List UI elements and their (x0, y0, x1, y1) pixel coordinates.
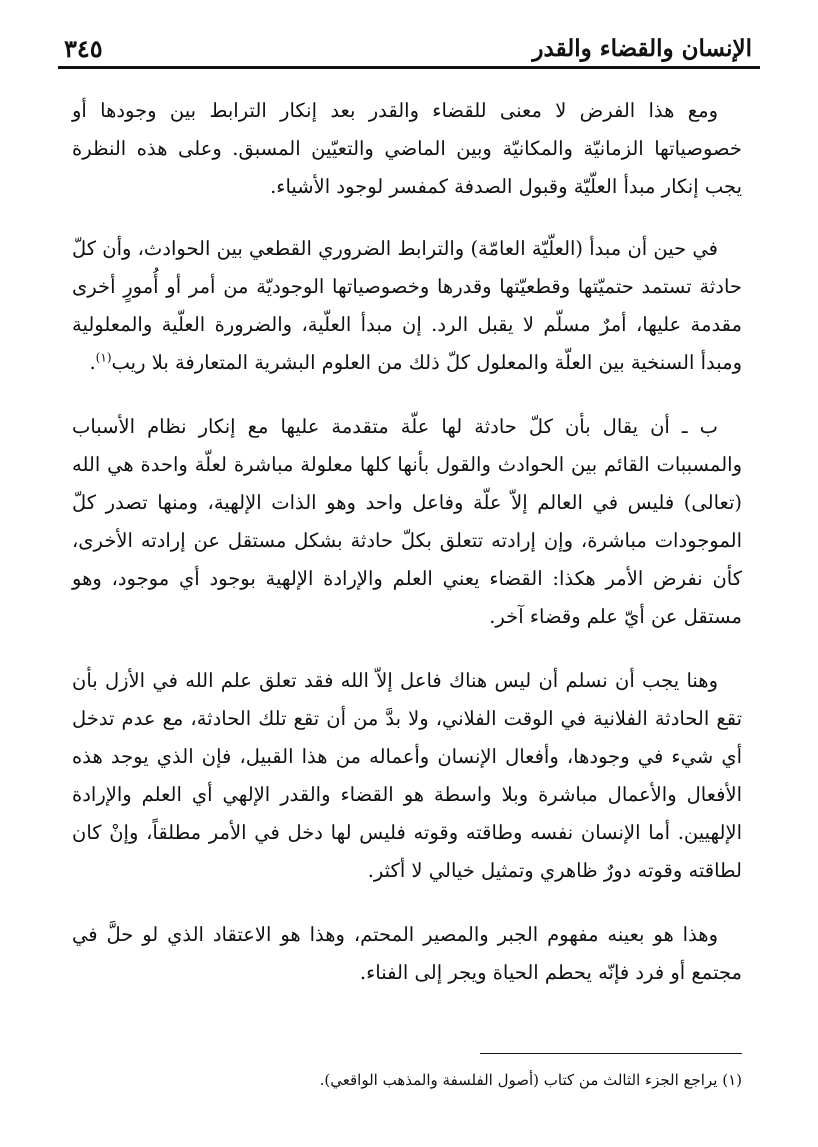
page-number: ٣٤٥ (64, 33, 103, 63)
footnote (72, 1068, 742, 1092)
paragraph-2-text: في حين أن مبدأ (العلّيّة العامّة) والترابط الضروري القطعي بين الحوادث، وأن كلّ حادثة تستمد حتميّتها وقطعيّتها وقدرها وخصوصياتها الوجوديّة من أمر أو أُمورٍ أخرى مقدمة عليها، أمرٌ مسلّم لا يقبل الرد. إن مبدأ العلّية، والضرورة العلّية والمعلولية ومبدأ السنخية بين العلّة والمعلول كلّ ذلك من العلوم البشرية المتعارفة بلا ريب (72, 237, 742, 374)
paragraph-2-end: . (89, 351, 96, 374)
header-divider (58, 66, 760, 69)
paragraph-3: ب ـ أن يقال بأن كلّ حادثة لها علّة متقدمة عليها مع إنكار نظام الأسباب والمسببات القائم بين الحوادث والقول بأنها كلها معلولة مباشرة لعلّة واحدة هي الله (تعالى) فليس في العالم إلاّ علّة وفاعل واحد وهو الذات الإلهية، ومنها تصدر كلّ الموجودات مباشرة، وإن إرادته تتعلق بكلّ حادثة بشكل مستقل عن إرادته الأخرى، كأن نفرض الأمر هكذا: القضاء يعني العلم والإرادة الإلهية بوجود أي موجود، وهو مستقل عن أيّ علم وقضاء آخر. (72, 415, 742, 628)
footnote-divider (480, 1053, 742, 1054)
footnote-marker: (١) (722, 1071, 742, 1089)
paragraph-4: وهنا يجب أن نسلم أن ليس هناك فاعل إلاّ الله فقد تعلق علم الله في الأزل بأن تقع الحادثة الفلانية في الوقت الفلاني، ولا بدَّ من أن تقع تلك الحادثة، مع عدم تدخل أي شيء في وجودها، وأفعال الإنسان وأعماله من هذا القبيل، فإن الذي يوجد هذه الأفعال والأعمال مباشرة وبلا واسطة هو القضاء والقدر الإلهي أي العلم والإرادة الإلهيين. أما الإنسان نفسه وطاقته وقوته فليس لها دخل في الأمر مطلقاً، وإنْ كان لطاقته وقوته دورٌ ظاهري وتمثيل خيالي لا أكثر. (72, 669, 742, 882)
footnote-reference[interactable]: (١) (95, 350, 112, 365)
paragraph-2 (72, 230, 742, 382)
running-header (64, 28, 752, 68)
body-text (72, 92, 742, 1018)
footnote-text: يراجع الجزء الثالث من كتاب (أصول الفلسفة والمذهب الواقعي). (319, 1071, 718, 1089)
chapter-title: الإنسان والقضاء والقدر (532, 34, 752, 62)
paragraph-5: وهذا هو بعينه مفهوم الجبر والمصير المحتم، وهذا هو الاعتقاد الذي لو حلَّ في مجتمع أو فرد فإنّه يحطم الحياة ويجر إلى الفناء. (72, 923, 742, 984)
paragraph-1: ومع هذا الفرض لا معنى للقضاء والقدر بعد إنكار الترابط بين وجودها أو خصوصياتها الزمانيّة والمكانيّة وبين الماضي والتعيّين المسبق. وعلى هذه النظرة يجب إنكار مبدأ العلّيّة وقبول الصدفة كمفسر لوجود الأشياء. (72, 99, 742, 198)
